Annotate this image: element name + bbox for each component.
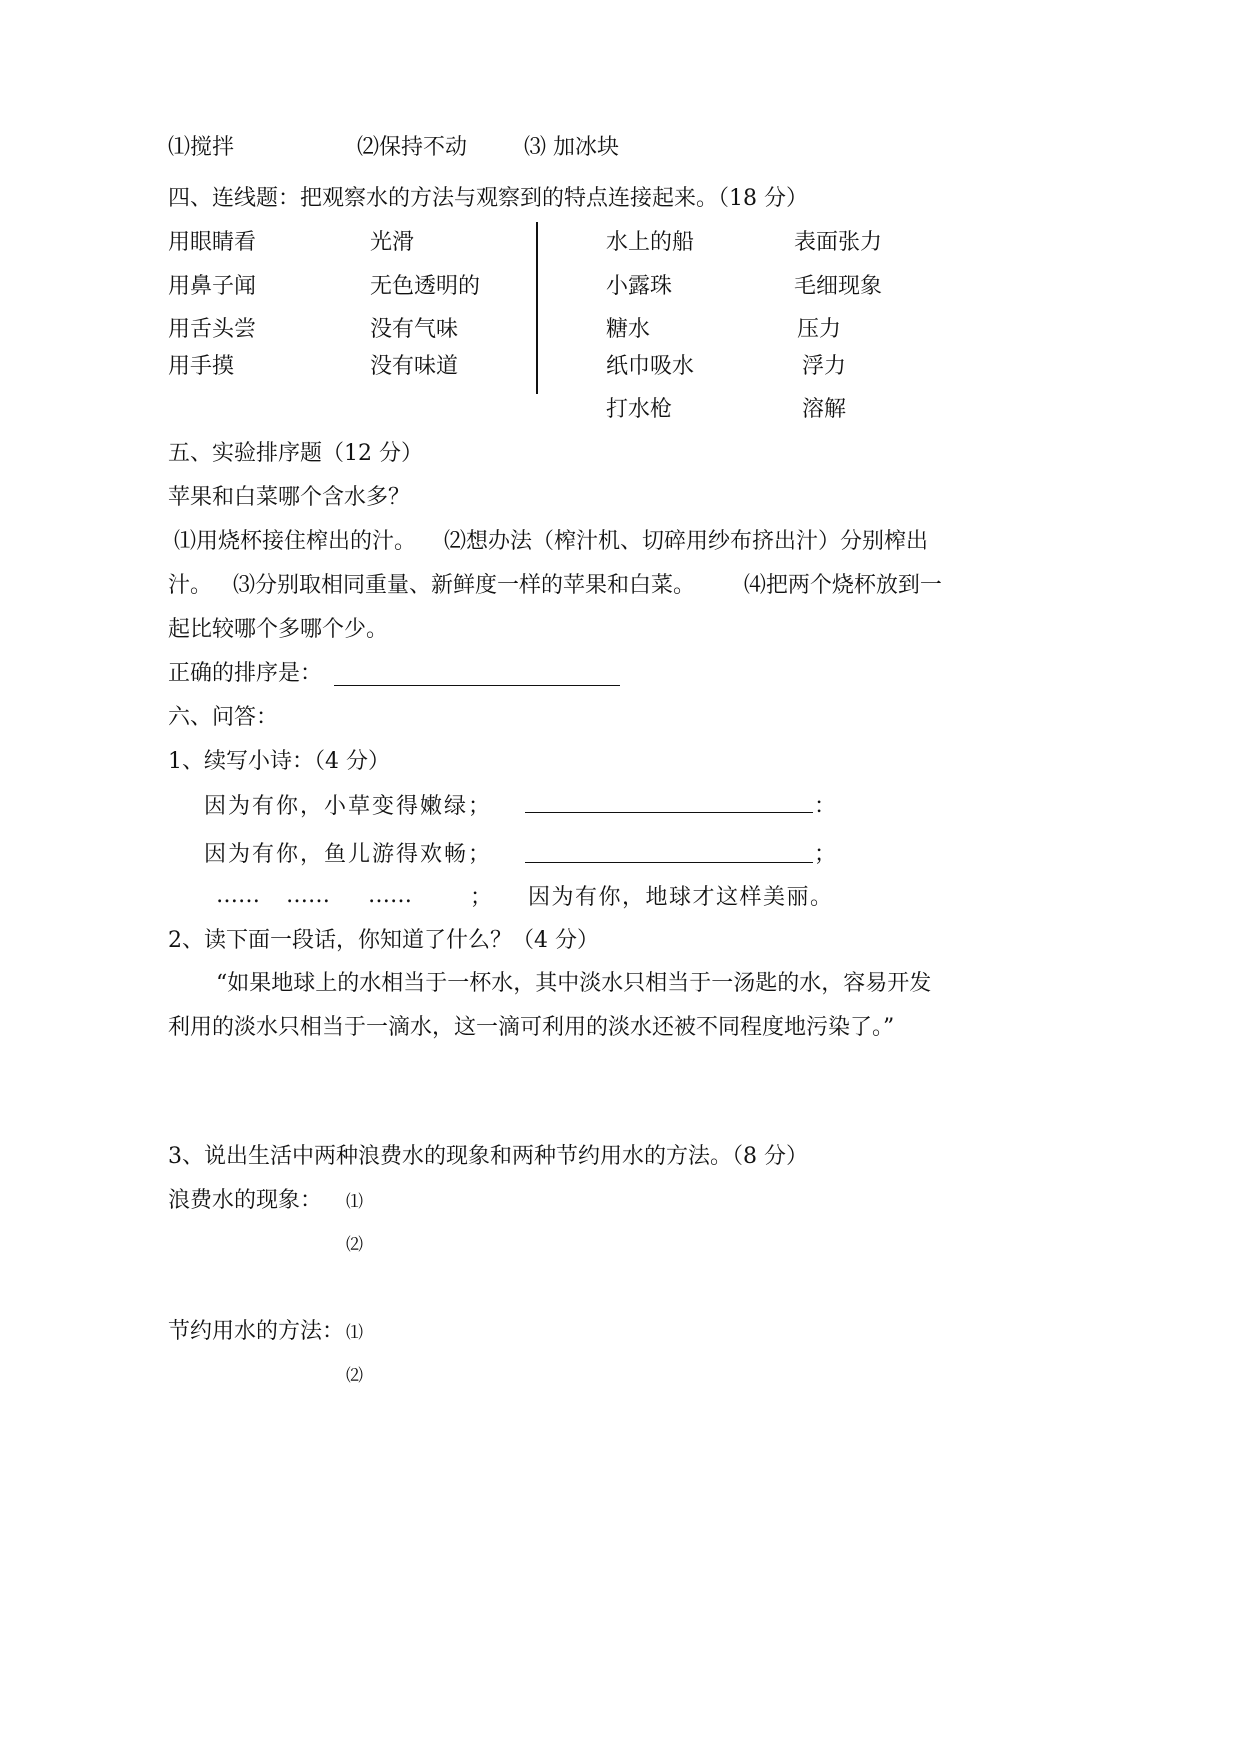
section-5-heading: 五、实验排序题（12 分） [168,441,423,466]
feature-colorless: 无色透明的 [370,274,481,299]
poem-ellipsis-2: …… [286,883,330,908]
method-eye: 用眼睛看 [168,230,257,255]
option-stir: ⑴搅拌 [168,135,235,160]
item-water-gun: 打水枪 [606,397,673,422]
q3-title: 3、说出生活中两种浪费水的现象和两种节约用水的方法。（8 分） [168,1144,808,1169]
section-5-steps-line1: ⑴用烧杯接住榨出的汁。 ⑵想办法（榨汁机、切碎用纱布挤出汁）分别榨出 [174,529,928,554]
poem-last-line: 因为有你，地球才这样美丽。 [528,885,834,910]
q2-title: 2、读下面一段话，你知道了什么？（4 分） [168,928,599,953]
q2-paragraph-line2: 利用的淡水只相当于一滴水，这一滴可利用的淡水还被不同程度地污染了。” [168,1015,895,1040]
phenomenon-dissolve: 溶解 [802,397,847,422]
option-add-ice: ⑶ 加冰块 [524,135,619,160]
feature-smooth: 光滑 [370,230,415,255]
section-5-steps-line3: 起比较哪个多哪个少。 [168,617,389,642]
poem-line-1: 因为有你，小草变得嫩绿； [204,794,493,819]
poem-end-2: ； [814,842,837,867]
q1-title: 1、续写小诗：（4 分） [168,749,390,774]
section-6-heading: 六、问答： [168,705,279,730]
method-tongue: 用舌头尝 [168,317,257,342]
method-hand: 用手摸 [168,354,235,379]
item-sugar-water: 糖水 [606,317,651,342]
item-tissue: 纸巾吸水 [606,354,695,379]
section-5-steps-line2: 汁。 ⑶分别取相同重量、新鲜度一样的苹果和白菜。 ⑷把两个烧杯放到一 [168,573,942,598]
answer-label: 正确的排序是： [168,661,323,686]
method-nose: 用鼻子闻 [168,274,257,299]
waste-label: 浪费水的现象： [168,1188,323,1213]
q2-paragraph-line1: “如果地球上的水相当于一杯水，其中淡水只相当于一汤匙的水，容易开发 [216,971,932,996]
section-4-heading: 四、连线题：把观察水的方法与观察到的特点连接起来。（18 分） [168,186,808,211]
phenomenon-buoyancy: 浮力 [802,354,847,379]
save-label: 节约用水的方法： [168,1319,345,1344]
waste-item-1-number: ⑴ [346,1192,363,1212]
column-divider [536,222,538,394]
item-boat: 水上的船 [606,230,695,255]
poem-semicolon: ； [470,885,493,910]
option-keep-still: ⑵保持不动 [357,135,468,160]
feature-no-taste: 没有味道 [370,354,459,379]
waste-item-2-number: ⑵ [346,1235,363,1255]
poem-ellipsis-1: …… [216,883,260,908]
answer-blank-line[interactable] [334,685,620,686]
phenomenon-surface-tension: 表面张力 [794,230,883,255]
poem-blank-1[interactable] [525,812,813,813]
poem-line-2: 因为有你，鱼儿游得欢畅； [204,842,493,867]
section-5-question: 苹果和白菜哪个含水多？ [168,485,411,510]
save-item-2-number: ⑵ [346,1366,363,1386]
phenomenon-capillary: 毛细现象 [794,274,883,299]
poem-blank-2[interactable] [525,862,813,863]
phenomenon-pressure: 压力 [797,317,842,342]
poem-ellipsis-3: …… [368,883,412,908]
feature-no-smell: 没有气味 [370,317,459,342]
item-dew: 小露珠 [606,274,673,299]
save-item-1-number: ⑴ [346,1323,363,1343]
poem-end-1: ： [814,794,837,819]
